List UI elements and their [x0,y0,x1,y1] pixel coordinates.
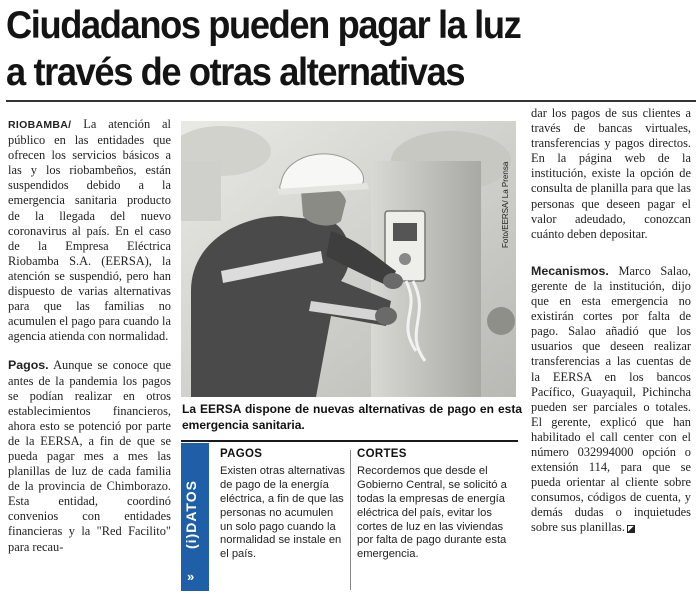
photo-credit: Foto/EERSA/ La Prensa [501,161,510,248]
datos-pagos-title: PAGOS [220,448,263,460]
paragraph-mecanismos [531,264,691,536]
paragraph-intro [8,117,171,344]
datos-pagos [220,448,345,562]
column-3 [531,106,691,536]
lead-mecanismos: Mecanismos. [531,263,609,278]
end-of-article-icon [627,525,635,533]
lead-pagos: Pagos. [8,358,49,373]
mecanismos-text: Marco Salao, gerente de la institución, dijo que en esta emergencia no existirán cortes por falta de pago. Salao añadió que los usuarios que deseen realizar transferencias a las cuentas de la EERSA en los bancos Pacífico, Guayaquil, Pichincha pueden ser parciales o totales. El gerente, explicó que han habilitado el call center con el número 032994000 opción o extensión 114, para que se pueda orientar al cliente sobre consumos, códigos de cuenta, y demás dudas o inquietudes sobre sus planillas. [531,263,691,535]
datos-divider [350,450,351,590]
pagos-text: Aunque se conoce que antes de la pandemia los pagos se podían realizar en otros establecimientos financieros, ahora esto se potenció por parte de la EERSA, a fin de que se pueda pagar mes a mes las planillas de luz de cada familia de la provincia de Chimborazo. Esta entidad, coordinó convenios con entidades financieras y la "Red Facilito" para recau- [8,358,171,554]
column-1 [8,117,171,555]
paragraph-continued [531,106,691,242]
datos-pagos-text: Existen otras alternativas de pago de la energía eléctrica, a fin de que las personas no acumulen un solo pago cuando la normalidad se instale en el país. [220,464,345,561]
headline-line-2: a través de otras alternativas [6,51,465,94]
continued-text: dar los pagos de sus clientes a través de bancas virtuales, transferencias y pagos directos. En la página web de la institución, existe la opción de consulta de planilla para que las personas que deseen pagar el valor adeudado, conozcan cuánto deben depositar. [531,106,691,241]
paragraph-pagos [8,358,171,554]
dateline: RIOBAMBA/ [8,119,72,131]
headline-rule [6,100,696,102]
article-headline [6,2,696,96]
datos-tab-label: (i)DATOS [183,480,199,550]
worker-at-meter-illustration [181,121,516,397]
datos-cortes [357,448,519,562]
headline-line-1: Ciudadanos pueden pagar la luz [6,4,521,47]
intro-text: La atención al público en las entidades que ofrecen los servicios básicos a las y los riobambeños, están suspendidos debido a la emergencia sanitaria producto de la llegada del nuevo coronavirus al país. En el caso de la Empresa Eléctrica Riobamba S.A. (EERSA), la atención se suspendió, pero han dispuesto de varias alternativas para que las familias no acumulen el pago para cuando la agencia atienda con normalidad. [8,117,171,344]
datos-cortes-text: Recordemos que desde el Gobierno Central, se solicitó a todas la empresas de energía eléctrica del país, evitar los cortes de luz en las viviendas por falta de pago durante esta emergencia. [357,464,507,561]
double-chevron-icon: » [187,569,195,584]
datos-tab [181,443,209,591]
datos-cortes-title: CORTES [357,448,407,460]
article-photo [181,121,516,397]
photo-caption: La EERSA dispone de nuevas alternativas de pago en esta emergencia sanitaria. [182,402,522,432]
